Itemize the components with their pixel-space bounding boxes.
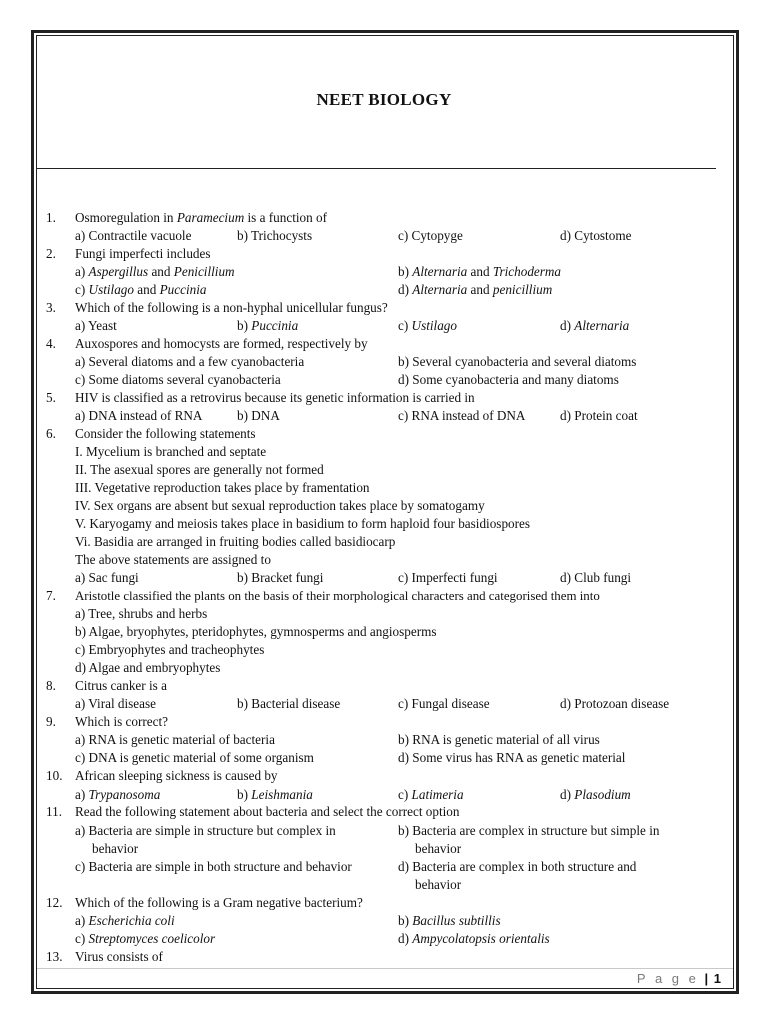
question-10-option-c: c) Latimeria <box>398 787 464 802</box>
question-5-option-b: b) DNA <box>237 408 280 423</box>
question-7-number: 7. <box>46 588 56 603</box>
question-11-option-c: c) Bacteria are simple in both structure and behavior <box>75 859 352 874</box>
question-1-option-b: b) Trichocysts <box>237 228 313 243</box>
question-3-text: Which of the following is a non-hyphal unicellular fungus? <box>75 300 388 315</box>
question-4-option-b: b) Several cyanobacteria and several diatoms <box>398 354 637 369</box>
question-2-text: Fungi imperfecti includes <box>75 246 211 261</box>
question-6-statement-2: II. The asexual spores are generally not formed <box>75 462 324 477</box>
question-4-option-a: a) Several diatoms and a few cyanobacteria <box>75 354 305 369</box>
question-10-option-d: d) Plasodium <box>560 787 631 802</box>
question-1-option-c: c) Cytopyge <box>398 228 463 243</box>
question-6-option-b: b) Bracket fungi <box>237 570 324 585</box>
question-9-text: Which is correct? <box>75 714 168 729</box>
question-11-option-d: d) Bacteria are complex in both structure and <box>398 859 637 874</box>
question-6-option-c: c) Imperfecti fungi <box>398 570 498 585</box>
question-7-text: Aristotle classified the plants on the basis of their morphological characters and categorised them into <box>75 589 600 603</box>
page-label: P a g e <box>636 971 699 986</box>
question-2-option-c: c) Ustilago and Puccinia <box>75 282 207 297</box>
question-10-number: 10. <box>46 768 63 783</box>
question-6-text: Consider the following statements <box>75 426 256 441</box>
question-7-option-c: c) Embryophytes and tracheophytes <box>75 642 265 657</box>
question-1-option-a: a) Contractile vacuole <box>75 228 192 243</box>
page-footer <box>637 971 721 986</box>
question-7-option-d: d) Algae and embryophytes <box>75 660 221 675</box>
page-number: 1 <box>713 971 721 986</box>
question-4-option-c: c) Some diatoms several cyanobacteria <box>75 372 281 387</box>
question-12-text: Which of the following is a Gram negative bacterium? <box>75 895 363 910</box>
question-4-text: Auxospores and homocysts are formed, respectively by <box>75 336 368 351</box>
question-3-option-c: c) Ustilago <box>398 318 457 333</box>
question-6-statement-6: Vi. Basidia are arranged in fruiting bodies called basidiocarp <box>75 534 396 549</box>
question-8-option-d: d) Protozoan disease <box>560 696 670 711</box>
page-title: NEET BIOLOGY <box>316 90 452 109</box>
question-3-option-a: a) Yeast <box>75 318 117 333</box>
question-1-option-d: d) Cytostome <box>560 228 632 243</box>
question-13-text: Virus consists of <box>75 949 163 964</box>
question-10-option-b: b) Leishmania <box>237 787 313 802</box>
question-11-option-d-cont: behavior <box>415 877 462 892</box>
question-12-option-a: a) Escherichia coli <box>75 913 175 928</box>
question-3-option-b: b) Puccinia <box>237 318 299 333</box>
question-10-option-a: a) Trypanosoma <box>75 787 161 802</box>
question-6-statement-5: V. Karyogamy and meiosis takes place in basidium to form haploid four basidiospores <box>75 516 531 531</box>
question-5-number: 5. <box>46 390 56 405</box>
question-12-option-c: c) Streptomyces coelicolor <box>75 931 216 946</box>
question-1-text: Osmoregulation in Paramecium is a function of <box>75 210 327 225</box>
question-4-number: 4. <box>46 336 56 351</box>
question-6-statement-4: IV. Sex organs are absent but sexual reproduction takes place by somatogamy <box>75 498 485 513</box>
question-9-option-b: b) RNA is genetic material of all virus <box>398 732 600 747</box>
question-5-text: HIV is classified as a retrovirus because its genetic information is carried in <box>75 390 475 405</box>
question-2-number: 2. <box>46 246 56 261</box>
question-9-option-d: d) Some virus has RNA as genetic material <box>398 750 626 765</box>
question-6-prompt: The above statements are assigned to <box>75 552 271 567</box>
question-6-number: 6. <box>46 426 56 441</box>
question-8-number: 8. <box>46 678 56 693</box>
question-7-option-a: a) Tree, shrubs and herbs <box>75 606 208 621</box>
question-5-option-d: d) Protein coat <box>560 408 638 423</box>
question-10-text: African sleeping sickness is caused by <box>75 768 278 783</box>
question-6-option-d: d) Club fungi <box>560 570 632 585</box>
question-9-option-c: c) DNA is genetic material of some organism <box>75 750 314 765</box>
question-11-number: 11. <box>46 804 62 819</box>
question-6-statement-1: I. Mycelium is branched and septate <box>75 444 267 459</box>
question-12-number: 12. <box>46 895 63 910</box>
question-11-option-a: a) Bacteria are simple in structure but complex in <box>75 823 336 838</box>
question-8-option-a: a) Viral disease <box>75 696 156 711</box>
question-8-option-b: b) Bacterial disease <box>237 696 341 711</box>
question-11-option-a-cont: behavior <box>92 841 139 856</box>
question-7-option-b: b) Algae, bryophytes, pteridophytes, gymnosperms and angiosperms <box>75 624 437 639</box>
page-separator: | <box>704 971 709 986</box>
question-4-option-d: d) Some cyanobacteria and many diatoms <box>398 372 619 387</box>
question-2-option-b: b) Alternaria and Trichoderma <box>398 264 562 279</box>
header-divider <box>37 168 716 169</box>
question-11-option-b: b) Bacteria are complex in structure but simple in <box>398 823 660 838</box>
question-12-option-d: d) Ampycolatopsis orientalis <box>398 931 550 946</box>
question-9-number: 9. <box>46 714 56 729</box>
question-8-text: Citrus canker is a <box>75 678 167 693</box>
question-5-option-c: c) RNA instead of DNA <box>398 408 526 423</box>
question-11-text: Read the following statement about bacteria and select the correct option <box>75 804 460 819</box>
question-13-number: 13. <box>46 949 63 964</box>
question-6-statement-3: III. Vegetative reproduction takes place by framentation <box>75 480 370 495</box>
question-9-option-a: a) RNA is genetic material of bacteria <box>75 732 275 747</box>
question-3-option-d: d) Alternaria <box>560 318 630 333</box>
question-2-option-d: d) Alternaria and penicillium <box>398 282 553 297</box>
question-3-number: 3. <box>46 300 56 315</box>
question-5-option-a: a) DNA instead of RNA <box>75 408 203 423</box>
question-12-option-b: b) Bacillus subtillis <box>398 913 501 928</box>
question-6-option-a: a) Sac fungi <box>75 570 139 585</box>
question-2-option-a: a) Aspergillus and Penicillium <box>75 264 235 279</box>
question-8-option-c: c) Fungal disease <box>398 696 490 711</box>
question-1-number: 1. <box>46 210 56 225</box>
footer-divider <box>37 968 733 969</box>
question-11-option-b-cont: behavior <box>415 841 462 856</box>
